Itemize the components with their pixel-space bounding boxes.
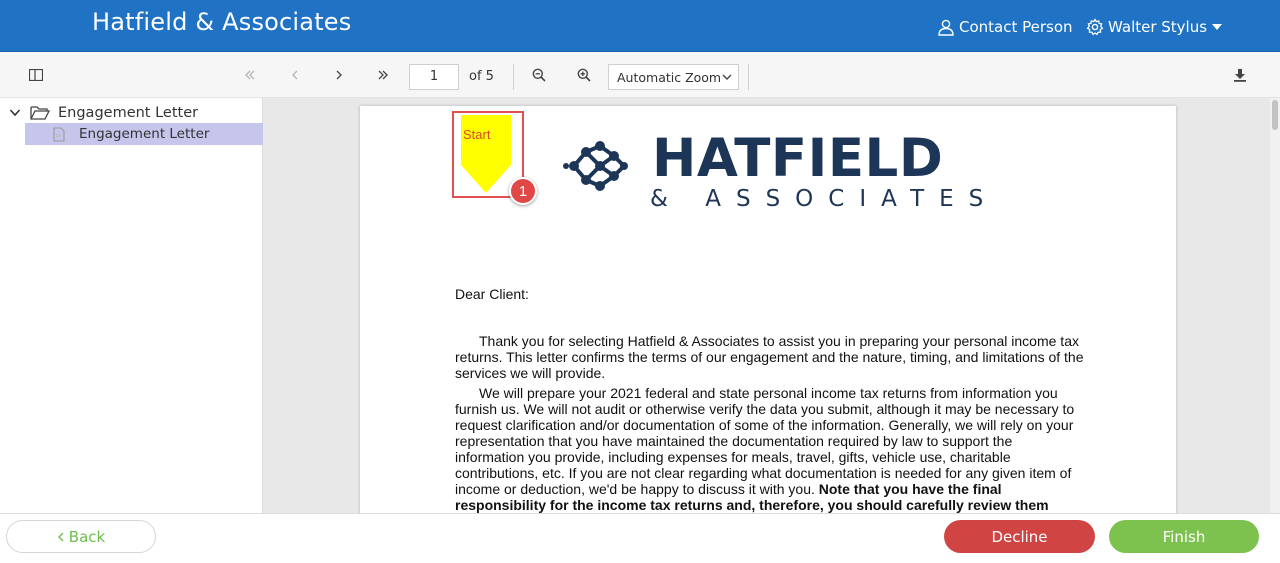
back-button[interactable] — [6, 520, 156, 553]
decline-button[interactable]: Decline — [944, 520, 1095, 553]
finish-button[interactable]: Finish — [1109, 520, 1259, 553]
zoom-in-button[interactable] — [574, 63, 594, 87]
gear-icon — [1086, 18, 1104, 36]
logo-primary-text: HATFIELD — [652, 128, 944, 189]
user-name-label: Walter Stylus — [1108, 18, 1208, 36]
zoom-select[interactable] — [608, 64, 739, 90]
start-label: Start — [463, 127, 491, 142]
back-button-label: Back — [68, 527, 106, 546]
page-total-label: of 5 — [469, 69, 494, 84]
app-title: Hatfield & Associates — [92, 8, 352, 36]
zoom-out-icon — [532, 68, 546, 82]
chevron-left-icon — [57, 532, 65, 542]
chevron-down-icon[interactable] — [8, 108, 22, 118]
page-number-input[interactable]: 1 — [409, 64, 459, 90]
pdf-file-icon — [53, 127, 65, 142]
zoom-out-button[interactable] — [529, 63, 549, 87]
tree-folder-engagement-letter[interactable] — [8, 102, 198, 124]
caret-down-icon — [1211, 22, 1223, 32]
zoom-in-icon — [577, 68, 591, 82]
letter-greeting: Dear Client: — [455, 286, 529, 302]
scrollbar-thumb[interactable] — [1272, 100, 1278, 130]
action-footer — [0, 513, 1280, 563]
viewer-scrollbar[interactable] — [1270, 98, 1280, 513]
previous-page-icon — [291, 70, 299, 80]
download-icon — [1233, 68, 1247, 82]
contact-person-label: Contact Person — [959, 18, 1073, 36]
user-menu[interactable] — [1086, 18, 1223, 36]
chevron-down-icon — [722, 73, 732, 81]
next-page-icon — [335, 70, 343, 80]
tree-item-label: Engagement Letter — [79, 126, 210, 142]
download-button[interactable] — [1230, 63, 1250, 87]
sidebar-toggle-button[interactable] — [26, 63, 46, 87]
letter-paragraph — [455, 385, 1085, 513]
first-page-icon — [244, 70, 256, 80]
tree-item-engagement-letter[interactable] — [25, 123, 263, 145]
pdf-page — [360, 106, 1176, 513]
previous-page-button[interactable] — [285, 63, 305, 87]
step-number-badge: 1 — [509, 177, 537, 205]
letter-body — [455, 286, 1085, 513]
document-tree — [0, 98, 263, 513]
app-header — [0, 0, 1280, 52]
pdf-viewer[interactable] — [263, 98, 1280, 513]
next-page-button[interactable] — [329, 63, 349, 87]
tree-folder-label: Engagement Letter — [58, 105, 199, 121]
letter-paragraph-bold: Note that you have the final responsibility for the income tax returns and, therefore, you should carefully review them — [455, 481, 1049, 513]
pdf-toolbar — [0, 52, 1280, 98]
sidebar-toggle-icon — [29, 69, 43, 81]
zoom-select-value: Automatic Zoom — [617, 69, 722, 85]
folder-open-icon — [30, 105, 50, 121]
logo-mark-icon — [560, 130, 632, 202]
person-icon — [937, 18, 955, 36]
logo-secondary-text: & ASSOCIATES — [650, 186, 999, 212]
toolbar-divider — [748, 64, 749, 90]
contact-person-link[interactable] — [937, 18, 1073, 36]
first-page-button[interactable] — [240, 63, 260, 87]
letter-paragraph-text: We will prepare your 2021 federal and state personal income tax returns from information you furnish us. We will not audit or otherwise verify the data you submit, although it may be necessary to request clarification and/or documentation of some of the information. Generally, we will rely on your representation that you have maintained the documentation required by law to support the information you provide, including expenses for meals, travel, gifts, vehicle use, charitable contributions, etc. If you are not clear regarding what documentation is needed for any given item of income or deduction, we'd be happy to discuss it with you. — [455, 385, 1075, 497]
letter-paragraph: Thank you for selecting Hatfield & Associates to assist you in preparing your personal income tax returns. This letter confirms the terms of our engagement and the nature, timing, and limitations of the services we will provide. — [455, 333, 1084, 381]
last-page-icon — [377, 70, 389, 80]
toolbar-divider — [513, 64, 514, 90]
last-page-button[interactable] — [373, 63, 393, 87]
